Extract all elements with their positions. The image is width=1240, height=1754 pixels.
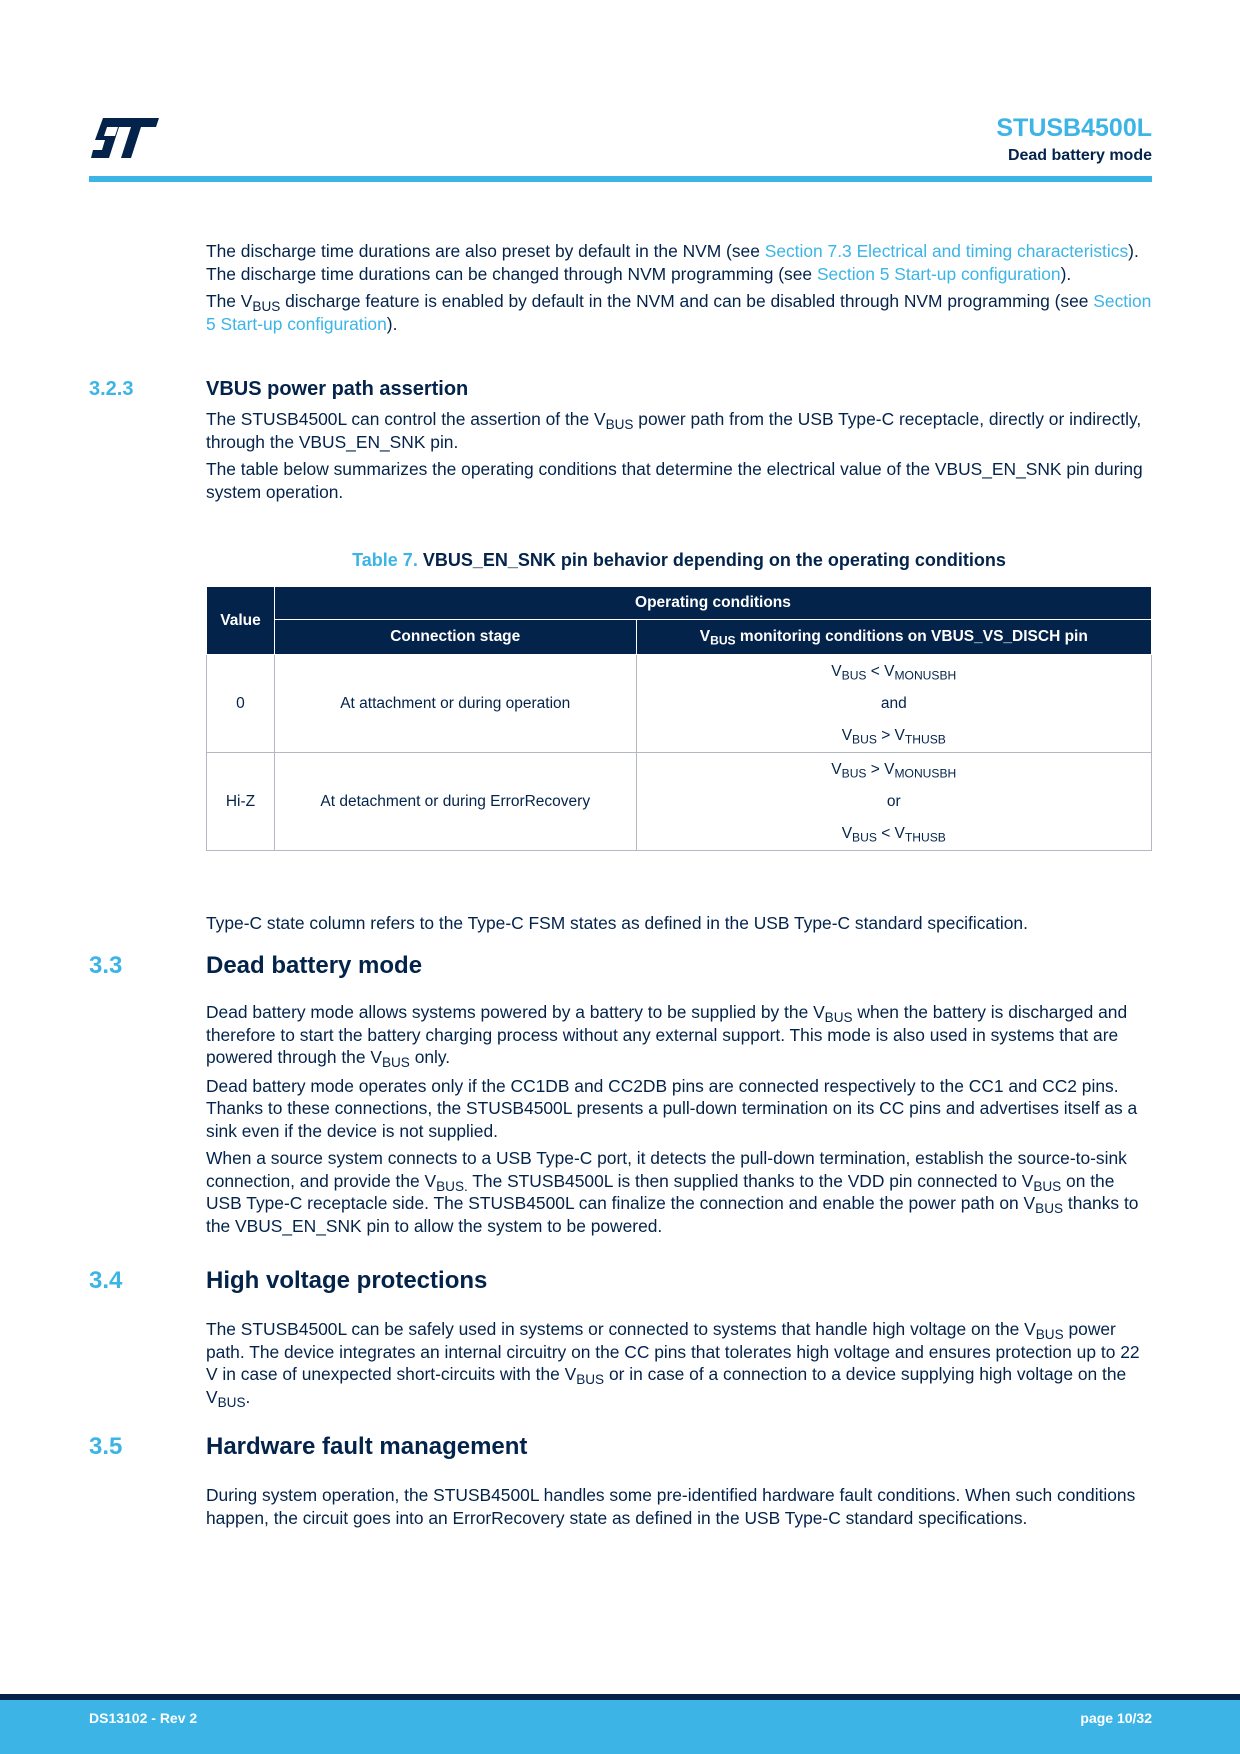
section-3-4-text [206, 1318, 1152, 1408]
vbus-en-snk-table [206, 586, 1152, 851]
header-subtitle: Dead battery mode [1007, 147, 1152, 164]
cell-value: 0 [207, 655, 275, 753]
cell-value: Hi-Z [207, 753, 275, 851]
cell-connection-stage: At attachment or during operation [274, 655, 636, 753]
section-3-3-text [206, 1001, 1152, 1237]
section-title-3-2-3: VBUS power path assertion [206, 378, 469, 400]
st-logo-icon [89, 118, 159, 158]
footer-page-number: page 10/32 [1080, 1710, 1152, 1726]
cell-monitoring-conditions: $V_{BUS} < V_{MONUSBH}$ and $V_{BUS} > V_{THUSB}$ [636, 655, 1151, 753]
paragraph: Dead battery mode operates only if the CC1DB and CC2DB pins are connected respectively to the CC1 and CC2 pins. Thanks to these connections, the STUSB4500L presents a pull-down termination on its CC pins and advertises itself as a sink even if the device is not supplied. [206, 1075, 1138, 1141]
intro-paragraph-2: The $V_{BUS}$ discharge feature is enabled by default in the NVM and can be disabled through NVM programming (see Section 5 Start-up configuration). [206, 291, 1152, 334]
paragraph: The table below summarizes the operating conditions that determine the electrical value of the VBUS_EN_SNK pin during system operation. [206, 459, 1143, 502]
paragraph: When a source system connects to a USB Type-C port, it detects the pull-down termination, establish the source-to-sink connection, and provide the $V_{BUS.}$ The STUSB4500L is then supplied thanks to the VDD pin connected to $V_{BUS}$ on the USB Type-C receptacle side. The STUSB4500L can finalize the connection and enable the power path on $V_{BUS}$ thanks to the VBUS_EN_SNK pin to allow the system to be powered. [206, 1148, 1139, 1236]
header-connection-stage: Connection stage [274, 620, 636, 655]
table-row [207, 753, 1152, 851]
link-section-5[interactable]: Section 5 Start-up configuration [206, 291, 1152, 334]
section-number-3-3: 3.3 [89, 952, 123, 979]
footer-doc-id: DS13102 - Rev 2 [89, 1710, 198, 1726]
footer-bar [0, 1700, 1240, 1754]
paragraph: The STUSB4500L can be safely used in systems or connected to systems that handle high voltage on the $V_{BUS}$ power path. The device integrates an internal circuitry on the CC pins that tolerates high voltage and ensures protection up to 22 V in case of unexpected short-circuits with the $V_{BUS}$ or in case of a connection to a device supplying high voltage on the $V_{BUS}$. [206, 1319, 1140, 1410]
header-operating-conditions: Operating conditions [274, 587, 1151, 620]
section-title-3-5: Hardware fault management [206, 1433, 528, 1460]
header-vbus-monitoring: $V_{BUS}$ monitoring conditions on VBUS_VS_DISCH pin [636, 620, 1151, 655]
link-section-7-3[interactable]: Section 7.3 Electrical and timing characteristics [764, 241, 1129, 261]
section-number-3-2-3: 3.2.3 [89, 378, 134, 400]
intro-text [206, 240, 1152, 335]
table-caption: Table 7. VBUS_EN_SNK pin behavior depending on the operating conditions [352, 550, 1006, 570]
section-number-3-4: 3.4 [89, 1267, 123, 1294]
cell-connection-stage: At detachment or during ErrorRecovery [274, 753, 636, 851]
section-3-2-3-text [206, 408, 1152, 503]
cell-monitoring-conditions: $V_{BUS} > V_{MONUSBH}$ or $V_{BUS} < V_{THUSB}$ [636, 753, 1151, 851]
section-number-3-5: 3.5 [89, 1433, 123, 1460]
header-divider [89, 176, 1152, 182]
paragraph: The STUSB4500L can control the assertion of the $V_{BUS}$ power path from the USB Type-C receptacle, directly or indirectly, through the VBUS_EN_SNK pin. [206, 409, 1142, 452]
header-title: STUSB4500L [996, 114, 1152, 142]
intro-paragraph-1: The discharge time durations are also preset by default in the NVM (see Section 7.3 Electrical and timing characteristics). The discharge time durations can be changed through NVM programming (see Section 5 Start-up configuration). [206, 241, 1139, 284]
table-note: Type-C state column refers to the Type-C FSM states as defined in the USB Type-C standard specification. [206, 913, 1028, 933]
section-title-3-3: Dead battery mode [206, 952, 423, 979]
header-value: Value [207, 587, 275, 655]
table-row [207, 655, 1152, 753]
link-section-5[interactable]: Section 5 Start-up configuration [816, 263, 1061, 284]
section-title-3-4: High voltage protections [206, 1267, 488, 1294]
paragraph: Dead battery mode allows systems powered by a battery to be supplied by the $V_{BUS}$ when the battery is discharged and therefore to start the battery charging process without any external support. This mode is also used in systems that are powered through the $V_{BUS}$ only. [206, 1002, 1128, 1070]
section-3-5-text: During system operation, the STUSB4500L handles some pre-identified hardware fault conditions. When such conditions happen, the circuit goes into an ErrorRecovery state as defined in the USB Type-C standard specifications. [206, 1485, 1136, 1528]
